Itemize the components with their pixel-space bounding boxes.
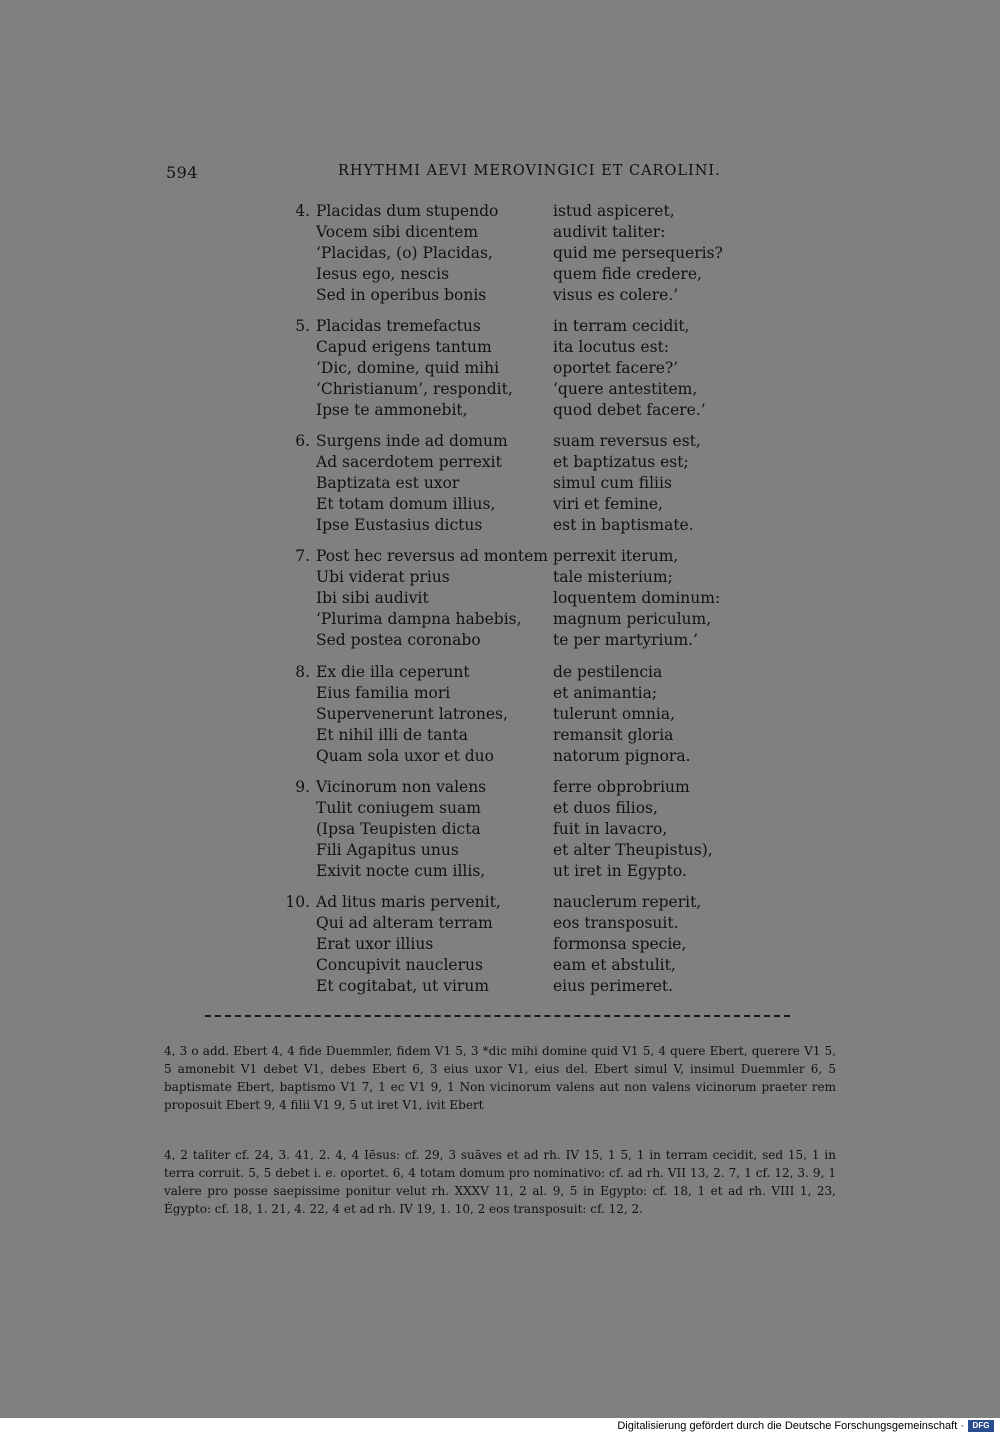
verse-first-half: Capud erigens tantum [316,338,492,356]
verse-second-half: nauclerum reperit, [553,893,702,911]
verse-second-half: est in baptismate. [553,516,694,534]
verse-line [270,546,750,567]
verse-first-half: Fili Agapitus unus [316,841,459,859]
verse-second-half: quod debet facere.’ [553,401,706,419]
dfg-logo: DFG [968,1420,994,1432]
verse-second-half: ut iret in Egypto. [553,862,687,880]
verse-second-half: ferre obprobrium [553,778,690,796]
stanza [270,316,750,421]
verse-first-half: Ipse Eustasius dictus [316,516,483,534]
verse-line [270,222,750,243]
verse-second-half: remansit gloria [553,726,674,744]
verse-line [270,704,750,725]
verse-line [270,662,750,683]
verse-line [270,777,750,798]
verse-second-half: tale misterium; [553,568,673,586]
verse-first-half: Ad litus maris pervenit, [316,893,501,911]
verse-first-half: Ex die illa ceperunt [316,663,470,681]
verse-first-half: Vocem sibi dicentem [316,223,479,241]
verse-second-half: tulerunt omnia, [553,705,676,723]
verse-line [270,358,750,379]
verse-first-half: Post hec reversus ad montem [316,547,548,565]
verse-first-half: Surgens inde ad domum [316,432,508,450]
verse-second-half: et alter Theupistus), [553,841,713,859]
verse-second-half: istud aspiceret, [553,202,675,220]
verse-second-half: formonsa specie, [553,935,687,953]
verse-second-half: natorum pignora. [553,747,691,765]
verse-first-half: Et nihil illi de tanta [316,726,468,744]
critical-apparatus: 4, 3 o add. Ebert 4, 4 fide Duemmler, fidem V1 5, 3 *dic mihi domine quid V1 5, 4 quere Ebert, querere V1 5, 5 amonebit V1 debet V1, debes Ebert 6, 3 eius uxor V1, eius del. Ebert simul V, insimul Duemmler 6, 5 baptismate Ebert, baptismo V1 7, 1 ec V1 9, 1 Non vicinorum valens aut non valens vicinorum praeter rem proposuit Ebert 9, 4 filii V1 9, 5 ut iret V1, ivit Ebert [164,1044,836,1112]
verse-second-half: loquentem dominum: [553,589,721,607]
verse-second-half: viri et femine, [553,495,663,513]
verse-first-half: Et cogitabat, ut virum [316,977,490,995]
stanza [270,777,750,882]
verse-line [270,494,750,515]
stanza-number: 10. [285,893,310,911]
footnote-divider [205,1015,790,1017]
verse-second-half: et baptizatus est; [553,453,689,471]
verse-second-half: te per martyrium.’ [553,631,698,649]
verse-first-half: Iesus ego, nescis [316,265,450,283]
stanza-number: 8. [295,663,310,681]
verse-second-half: quid me persequeris? [553,244,723,262]
verse-second-half: visus es colere.’ [553,286,679,304]
verse-line [270,976,750,997]
verse-first-half: Qui ad alteram terram [316,914,493,932]
verse-first-half: Et totam domum illius, [316,495,496,513]
verse-first-half: ‘Plurima dampna habebis, [316,610,522,628]
verse-line [270,264,750,285]
verse-first-half: Vicinorum non valens [316,778,487,796]
verse-line [270,955,750,976]
stanza [270,546,750,651]
verse-second-half: suam reversus est, [553,432,701,450]
verse-second-half: in terram cecidit, [553,317,690,335]
verse-second-half: magnum periculum, [553,610,712,628]
verse-first-half: ‘Placidas, (o) Placidas, [316,244,493,262]
verse-line [270,431,750,452]
verse-line [270,892,750,913]
verse-second-half: perrexit iterum, [553,547,679,565]
verse-second-half: eos transposuit. [553,914,679,932]
verse-first-half: Exivit nocte cum illis, [316,862,486,880]
stanza-number: 5. [295,317,310,335]
stanza [270,201,750,306]
verse-line [270,746,750,767]
verse-first-half: Supervenerunt latrones, [316,705,508,723]
running-title: RHYTHMI AEVI MEROVINGICI ET CAROLINI. [338,163,721,179]
verse-line [270,452,750,473]
verse-second-half: eam et abstulit, [553,956,676,974]
verse-first-half: Ipse te ammonebit, [316,401,468,419]
page-number: 594 [166,163,199,182]
stanza-number: 9. [295,778,310,796]
verse-first-half: Sed in operibus bonis [316,286,487,304]
verse-line [270,609,750,630]
verse-line [270,243,750,264]
verse-first-half: (Ipsa Teupisten dicta [316,820,481,838]
stanza-number: 7. [295,547,310,565]
verse-line [270,567,750,588]
parallels-apparatus: 4, 2 taliter cf. 24, 3. 41, 2. 4, 4 Iēsus: cf. 29, 3 suāves et ad rh. IV 15, 1 5, 1 in terram cecidit, sed 15, 1 in terra corruit. 5, 5 debet i. e. oportet. 6, 4 totam domum pro nominativo: cf. ad rh. VII 13, 2. 7, 1 cf. 12, 3. 9, 1 valere pro posse saepissime ponitur velut rh. XXXV 11, 2 al. 9, 5 in Egypto: cf. 18, 1 et ad rh. VIII 1, 23, Égypto: cf. 18, 1. 21, 4. 22, 4 et ad rh. IV 19, 1. 10, 2 eos transposuit: cf. 12, 2. [164,1148,836,1216]
verse-line [270,316,750,337]
verse-second-half: fuit in lavacro, [553,820,668,838]
verse-line [270,861,750,882]
verse-line [270,201,750,222]
stanza [270,892,750,997]
verse-first-half: ‘Christianum’, respondit, [316,380,513,398]
verse-line [270,683,750,704]
verse-second-half: et duos filios, [553,799,658,817]
verse-second-half: ‘quere antestitem, [553,380,698,398]
verse-first-half: Ibi sibi audivit [316,589,429,607]
verse-first-half: Erat uxor illius [316,935,434,953]
verse-line [270,473,750,494]
verse-line [270,400,750,421]
verse-second-half: quem fide credere, [553,265,702,283]
verse-first-half: Baptizata est uxor [316,474,460,492]
verse-first-half: Quam sola uxor et duo [316,747,494,765]
verse-line [270,515,750,536]
verse-second-half: ita locutus est: [553,338,669,356]
verse-second-half: simul cum filiis [553,474,672,492]
verse-first-half: Concupivit nauclerus [316,956,483,974]
verse-first-half: Placidas dum stupendo [316,202,499,220]
verse-line [270,285,750,306]
verse-first-half: ‘Dic, domine, quid mihi [316,359,500,377]
stanza-number: 4. [295,202,310,220]
verse-line [270,934,750,955]
verse-line [270,588,750,609]
verse-second-half: audivit taliter: [553,223,666,241]
verse-line [270,840,750,861]
verse-line [270,819,750,840]
verse-second-half: oportet facere?’ [553,359,679,377]
verse-second-half: eius perimeret. [553,977,674,995]
stanza [270,662,750,767]
verse-first-half: Ad sacerdotem perrexit [316,453,502,471]
digitization-footer [0,1418,1000,1434]
stanza [270,431,750,536]
verse-line [270,913,750,934]
verse-first-half: Eius familia mori [316,684,451,702]
footer-credit: Digitalisierung gefördert durch die Deutsche Forschungsgemeinschaft · [617,1420,964,1432]
verse-second-half: et animantia; [553,684,658,702]
verse-line [270,379,750,400]
stanza-number: 6. [295,432,310,450]
verse-first-half: Tulit coniugem suam [316,799,481,817]
verse-line [270,630,750,651]
verse-first-half: Ubi viderat prius [316,568,450,586]
verse-line [270,725,750,746]
verse-first-half: Placidas tremefactus [316,317,481,335]
verse-second-half: de pestilencia [553,663,663,681]
verse-line [270,337,750,358]
verse-first-half: Sed postea coronabo [316,631,481,649]
verse-line [270,798,750,819]
